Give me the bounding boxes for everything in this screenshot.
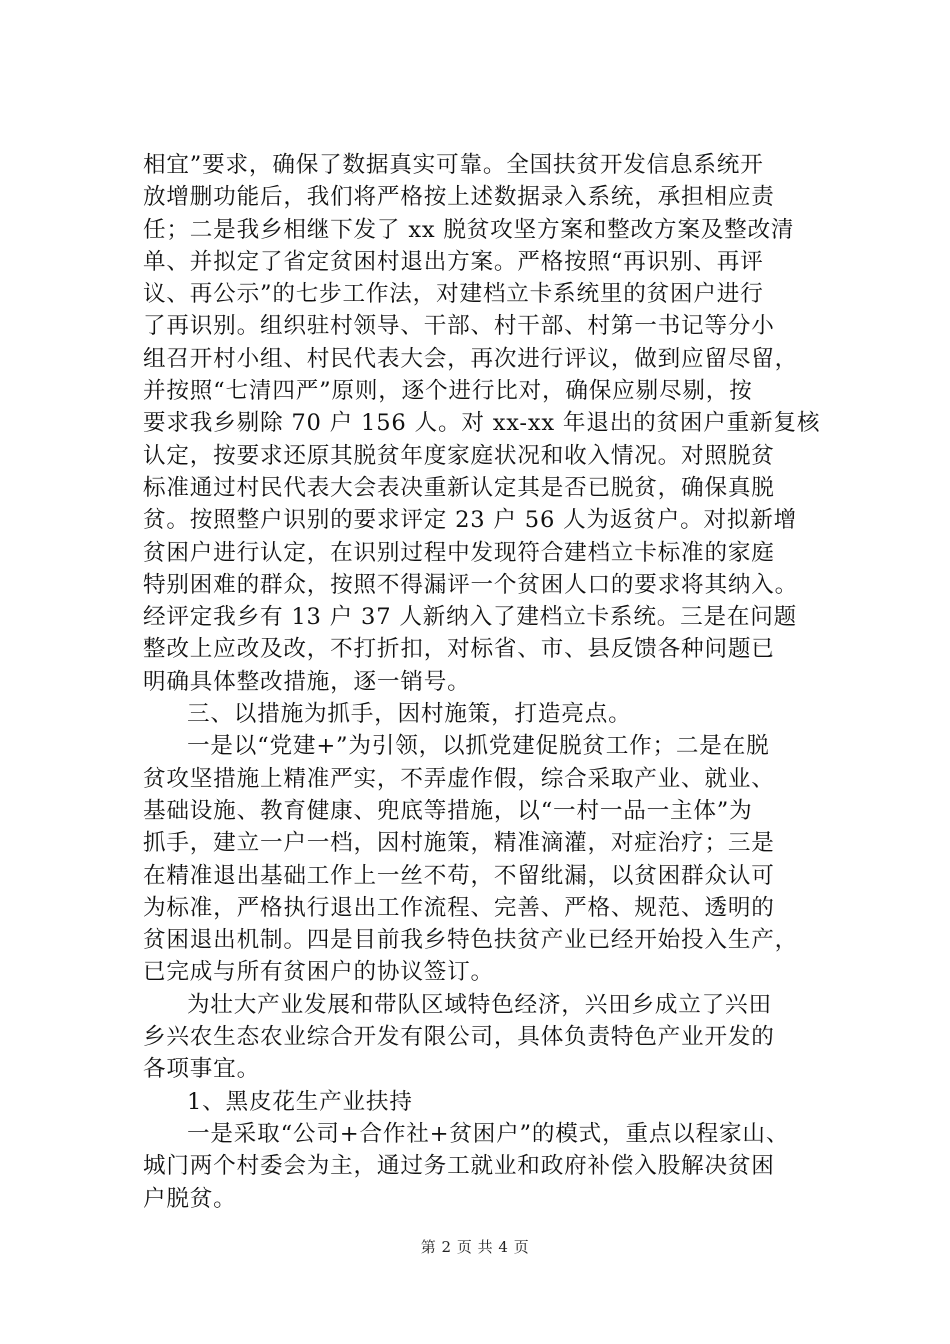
text-line: 户脱贫。 [143, 1185, 237, 1212]
text-line: 已完成与所有贫困户的协议签订。 [143, 959, 494, 986]
text-line: 整改上应改及改，不打折扣，对标省、市、县反馈各种问题已 [143, 636, 775, 663]
text-line: 认定，按要求还原其脱贫年度家庭状况和收入情况。对照脱贫 [143, 442, 775, 469]
subsection-heading: 1、黑皮花生产业扶持 [187, 1088, 413, 1115]
paragraph-start: 一是以“党建+”为引领，以抓党建促脱贫工作；二是在脱 [187, 733, 770, 760]
body-text [143, 149, 833, 1215]
text-line: 相宜”要求，确保了数据真实可靠。全国扶贫开发信息系统开 [143, 152, 764, 178]
text-line: 贫困退出机制。四是目前我乡特色扶贫产业已经开始投入生产， [143, 927, 799, 954]
text-line: 各项事宜。 [143, 1056, 260, 1083]
text-line: 贫困户进行认定，在识别过程中发现符合建档立卡标准的家庭 [143, 539, 775, 566]
text-line: 任；二是我乡相继下发了 xx 脱贫攻坚方案和整改方案及整改清 [143, 216, 795, 243]
text-line: 放增删功能后，我们将严格按上述数据录入系统，承担相应责 [143, 184, 775, 211]
text-line: 贫。按照整户识别的要求评定 23 户 56 人为返贫户。对拟新增 [143, 507, 798, 534]
text-line: 明确具体整改措施，逐一销号。 [143, 668, 471, 695]
text-line: 要求我乡剔除 70 户 156 人。对 xx-xx 年退出的贫困户重新复核 [143, 410, 821, 437]
page-number-footer: 第 2 页 共 4 页 [420, 1238, 530, 1256]
paragraph-start: 一是采取“公司+合作社+贫困户”的模式，重点以程家山、 [187, 1120, 790, 1147]
text-line: 经评定我乡有 13 户 37 人新纳入了建档立卡系统。三是在问题 [143, 604, 798, 631]
text-line: 组召开村小组、村民代表大会，再次进行评议，做到应留尽留， [143, 345, 799, 372]
text-line: 标准通过村民代表大会表决重新认定其是否已脱贫，确保真脱 [143, 474, 775, 501]
section-heading: 三、以措施为抓手，因村施策，打造亮点。 [187, 701, 632, 728]
text-line: 城门两个村委会为主，通过务工就业和政府补偿入股解决贫困 [143, 1153, 775, 1180]
text-line: 贫攻坚措施上精准严实，不弄虚作假，综合采取产业、就业、 [143, 765, 775, 792]
text-line: 议、再公示”的七步工作法，对建档立卡系统里的贫困户进行 [143, 281, 764, 308]
text-line: 在精准退出基础工作上一丝不苟，不留纰漏，以贫困群众认可 [143, 862, 775, 889]
text-line: 并按照“七清四严”原则，逐个进行比对，确保应剔尽剔，按 [143, 378, 753, 405]
text-line: 单、并拟定了省定贫困村退出方案。严格按照“再识别、再评 [143, 248, 764, 275]
text-line: 基础设施、教育健康、兜底等措施，以“一村一品一主体”为 [143, 797, 753, 824]
text-line: 抓手，建立一户一档，因村施策，精准滴灌，对症治疗；三是 [143, 830, 775, 857]
paragraph-start: 为壮大产业发展和带队区域特色经济，兴田乡成立了兴田 [187, 991, 772, 1018]
text-line: 为标准，严格执行退出工作流程、完善、严格、规范、透明的 [143, 894, 775, 921]
text-line: 乡兴农生态农业综合开发有限公司，具体负责特色产业开发的 [143, 1024, 775, 1051]
text-line: 了再识别。组织驻村领导、干部、村干部、村第一书记等分小 [143, 313, 775, 340]
text-line: 特别困难的群众，按照不得漏评一个贫困人口的要求将其纳入。 [143, 571, 799, 598]
